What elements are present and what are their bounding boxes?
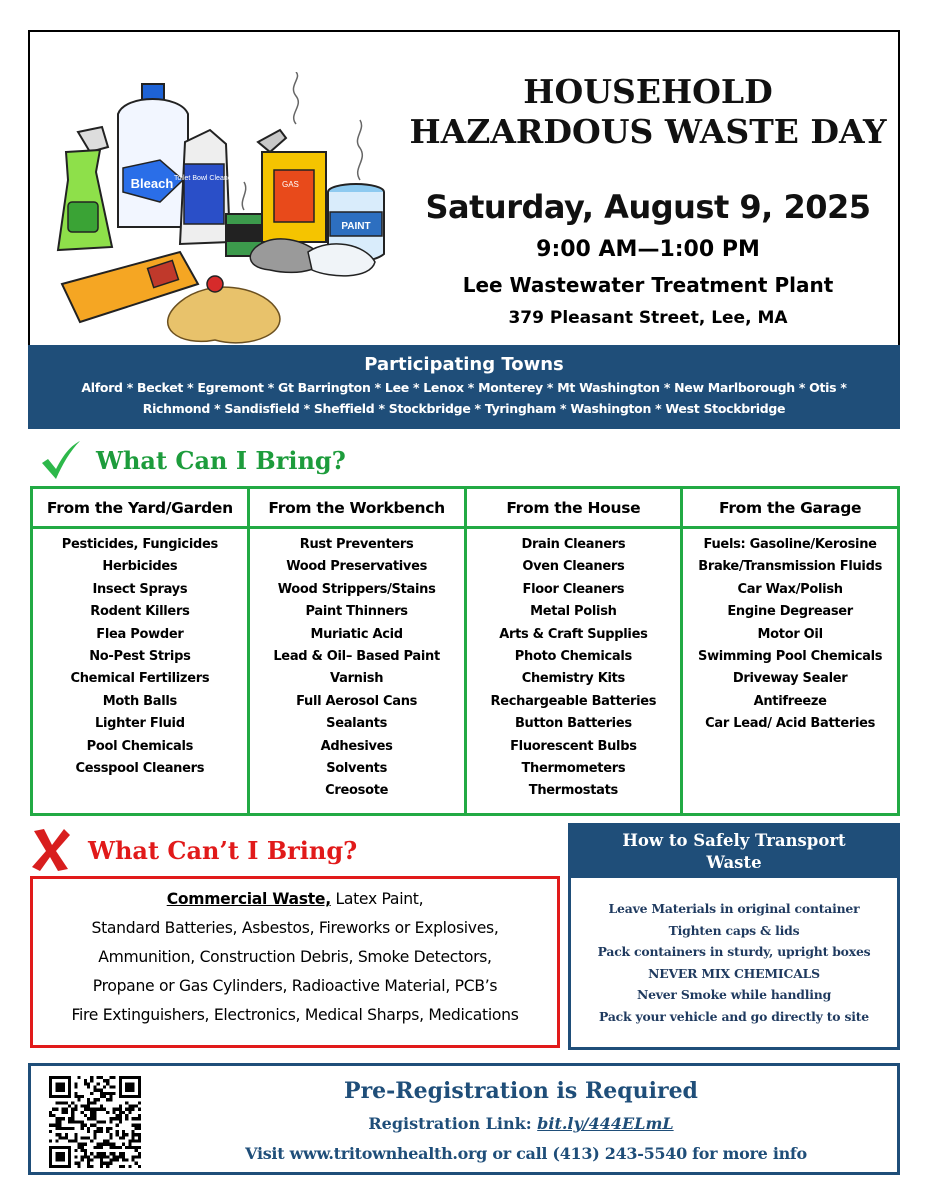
prohibited-line2: Standard Batteries, Asbestos, Fireworks or Explosives, xyxy=(91,919,499,937)
item-list xyxy=(683,529,897,736)
list-item: Arts & Craft Supplies xyxy=(499,626,648,642)
event-time: 9:00 AM—1:00 PM xyxy=(536,237,760,262)
registration-link-line xyxy=(171,1110,871,1138)
list-item: Pesticides, Fungicides xyxy=(61,537,218,552)
list-item: Adhesives xyxy=(320,738,393,754)
checkmark-icon xyxy=(40,439,82,481)
list-item: Swimming Pool Chemicals xyxy=(698,649,883,665)
list-item: Fuels: Gasoline/Kerosine xyxy=(703,537,877,552)
list-item: Thermometers xyxy=(521,761,626,777)
list-item: Paint Thinners xyxy=(305,604,408,620)
prohibited-line3: Ammunition, Construction Debris, Smoke Detectors, xyxy=(98,948,492,966)
prohibited-line4: Propane or Gas Cylinders, Radioactive Material, PCB’s xyxy=(92,977,498,995)
column-header: From the Yard/Garden xyxy=(33,489,247,529)
category-column-garage xyxy=(683,489,897,813)
category-column-workbench xyxy=(250,489,467,813)
column-header: From the House xyxy=(467,489,681,529)
prohibited-items-box xyxy=(30,876,560,1048)
registration-title: Pre-Registration is Required xyxy=(344,1078,698,1104)
event-date: Saturday, August 9, 2025 xyxy=(425,188,871,226)
gas-label: GAS xyxy=(282,180,299,189)
list-item: Herbicides xyxy=(102,559,178,575)
list-item: Full Aerosol Cans xyxy=(296,693,418,709)
cant-bring-title: What Can’t I Bring? xyxy=(88,835,358,865)
list-item: Antifreeze xyxy=(753,693,827,709)
list-item: Driveway Sealer xyxy=(732,671,848,687)
list-item: Rust Preventers xyxy=(299,537,414,552)
list-item: Pool Chemicals xyxy=(86,738,194,754)
event-header xyxy=(28,30,900,360)
transport-title-line1: How to Safely Transport xyxy=(622,831,846,850)
list-item: Button Batteries xyxy=(514,716,632,732)
list-item: Fluorescent Bulbs xyxy=(510,738,637,754)
list-item: Pack containers in sturdy, upright boxes xyxy=(597,944,871,959)
list-item: Photo Chemicals xyxy=(514,649,632,665)
list-item: Leave Materials in original container xyxy=(608,901,860,916)
gas-can-icon xyxy=(258,130,326,242)
event-title-line1: HOUSEHOLD xyxy=(523,72,773,111)
list-item: Lead & Oil– Based Paint xyxy=(273,649,440,665)
event-address: 379 Pleasant Street, Lee, MA xyxy=(508,308,788,328)
transport-title-line2: Waste xyxy=(706,853,762,872)
spray-bottle-icon xyxy=(58,127,112,250)
commercial-waste-text: Commercial Waste, xyxy=(166,890,331,908)
list-item: No-Pest Strips xyxy=(89,649,191,665)
list-item: Moth Balls xyxy=(102,693,177,709)
transport-title xyxy=(571,826,897,878)
list-item: Muriatic Acid xyxy=(310,626,403,642)
registration-link-label: Registration Link: xyxy=(368,1114,538,1133)
registration-box xyxy=(28,1063,900,1175)
list-item: Cesspool Cleaners xyxy=(75,761,205,777)
transport-tips-box xyxy=(568,823,900,1050)
list-item: Chemistry Kits xyxy=(521,671,625,687)
hazardous-products-illustration xyxy=(30,72,390,352)
event-title-line2: HAZARDOUS WASTE DAY xyxy=(409,112,887,151)
transport-tips-list xyxy=(571,878,897,1027)
qr-code[interactable] xyxy=(49,1076,141,1168)
list-item: Wood Preservatives xyxy=(286,559,428,575)
category-column-house xyxy=(467,489,684,813)
list-item: Pack your vehicle and go directly to site xyxy=(599,1008,869,1024)
column-header: From the Workbench xyxy=(250,489,464,529)
towns-list-line1: Alford * Becket * Egremont * Gt Barrington * Lee * Lenox * Monterey * Mt Washington * New Marlborough * Otis * xyxy=(81,380,847,395)
cant-bring-heading xyxy=(30,826,357,874)
list-item: Car Wax/Polish xyxy=(737,581,843,597)
column-header: From the Garage xyxy=(683,489,897,529)
registration-info: Visit www.tritownhealth.org or call (413) 243-5540 for more info xyxy=(245,1144,807,1163)
item-list xyxy=(467,529,681,803)
list-item: NEVER MIX CHEMICALS xyxy=(648,965,820,981)
prohibited-line5: Fire Extinguishers, Electronics, Medical Sharps, Medications xyxy=(71,1006,519,1024)
can-bring-title: What Can I Bring? xyxy=(96,445,346,475)
list-item: Metal Polish xyxy=(530,604,617,620)
participating-towns-banner xyxy=(28,345,900,429)
event-location: Lee Wastewater Treatment Plant xyxy=(462,273,834,297)
list-item: Chemical Fertilizers xyxy=(70,671,210,687)
list-item: Brake/Transmission Fluids xyxy=(698,559,883,575)
registration-link[interactable]: bit.ly/444ELmL xyxy=(537,1114,674,1133)
list-item: Engine Degreaser xyxy=(727,604,853,620)
item-list xyxy=(33,529,247,780)
red-x-icon xyxy=(30,827,72,873)
item-list xyxy=(250,529,464,803)
bleach-jug-icon xyxy=(118,84,188,227)
accepted-items-table xyxy=(30,486,900,816)
list-item: Car Lead/ Acid Batteries xyxy=(705,716,876,732)
list-item: Tighten caps & lids xyxy=(668,922,800,938)
list-item: Sealants xyxy=(326,716,388,732)
list-item: Oven Cleaners xyxy=(522,559,625,575)
prohibited-line1 xyxy=(33,885,557,914)
prohibited-line1-rest: Latex Paint, xyxy=(330,890,424,908)
can-bring-heading xyxy=(40,440,346,480)
list-item: Solvents xyxy=(326,761,388,777)
list-item: Wood Strippers/Stains xyxy=(277,581,436,597)
list-item: Flea Powder xyxy=(96,626,184,642)
list-item: Never Smoke while handling xyxy=(636,987,832,1002)
list-item: Rodent Killers xyxy=(90,604,190,620)
list-item: Rechargeable Batteries xyxy=(490,693,657,709)
toilet-cleaner-label: Toilet Bowl Cleaner xyxy=(174,175,234,182)
list-item: Thermostats xyxy=(528,783,618,799)
list-item: Insect Sprays xyxy=(92,581,188,597)
list-item: Drain Cleaners xyxy=(521,537,626,552)
list-item: Creosote xyxy=(325,783,389,799)
list-item: Lighter Fluid xyxy=(95,716,185,732)
event-title xyxy=(398,72,898,152)
list-item: Varnish xyxy=(330,671,384,687)
bleach-label: Bleach xyxy=(130,176,174,191)
paint-label: PAINT xyxy=(341,221,371,232)
towns-title: Participating Towns xyxy=(364,354,564,375)
category-column-yard xyxy=(33,489,250,813)
towns-list-line2: Richmond * Sandisfield * Sheffield * Stockbridge * Tyringham * Washington * West Stockbridge xyxy=(142,401,786,416)
list-item: Floor Cleaners xyxy=(522,581,625,597)
list-item: Motor Oil xyxy=(757,626,823,642)
